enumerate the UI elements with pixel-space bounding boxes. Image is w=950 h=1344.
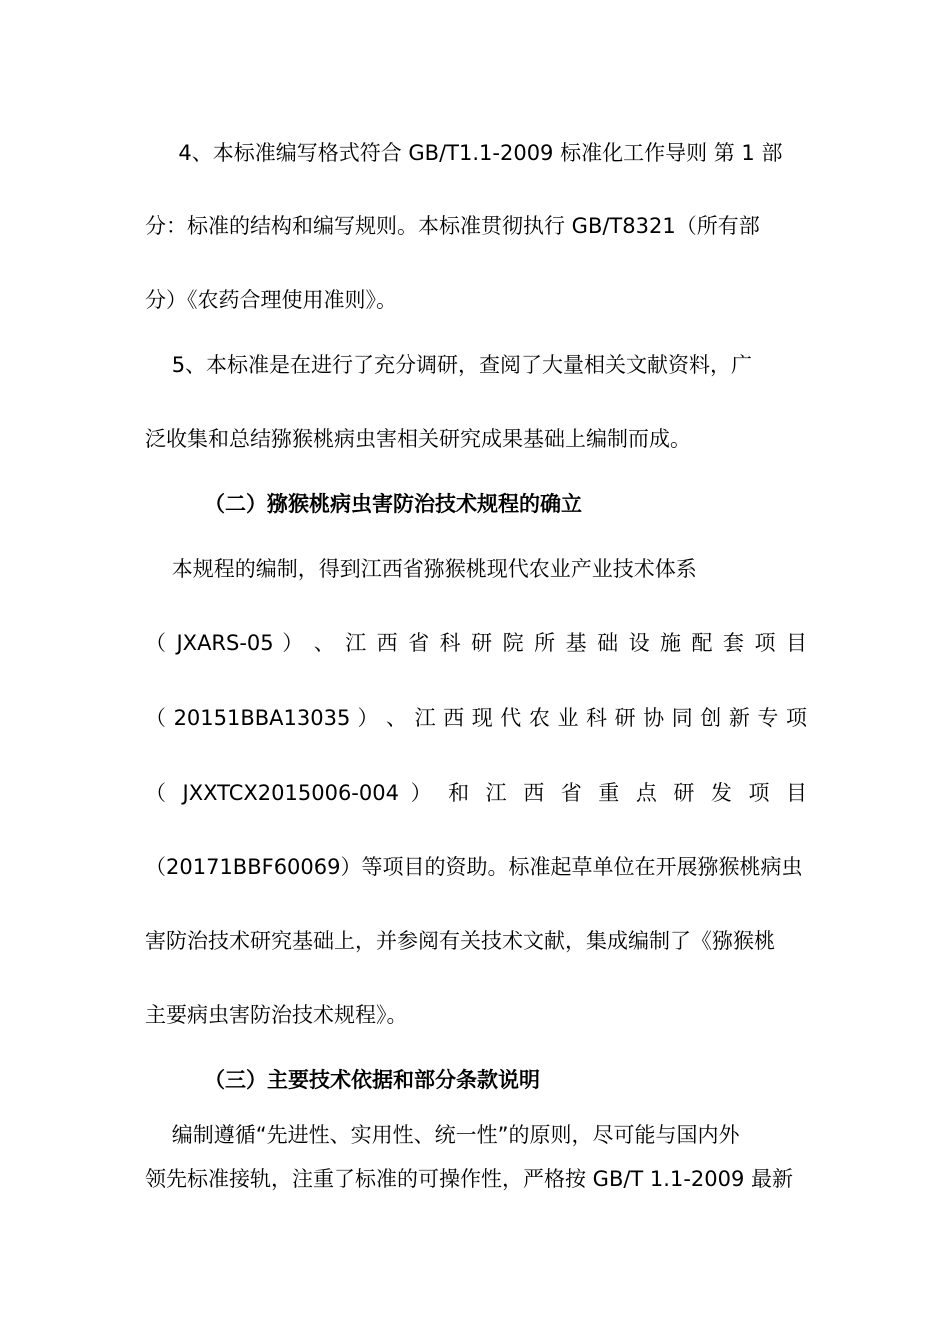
paragraph-6-line-6: 害防治技术研究基础上，并参阅有关技术文献，集成编制了《猕猴桃 <box>145 929 775 953</box>
paragraph-6-line-1: 本规程的编制，得到江西省猕猴桃现代农业产业技术体系 <box>145 557 697 581</box>
paragraph-4-line-1: 4、本标准编写格式符合 GB/T1.1-2009 标准化工作导则 第 1 部 <box>145 141 783 165</box>
paragraph-6-line-7: 主要病虫害防治技术规程》。 <box>145 1003 408 1027</box>
paragraph-6-line-3: （ 20151BBA13035 ） 、 江 西 现 代 农 业 科 研 协 同 创 新 专 项 <box>145 706 807 730</box>
paragraph-5-line-2: 泛收集和总结猕猴桃病虫害相关研究成果基础上编制而成。 <box>145 427 691 451</box>
paragraph-5-line-1: 5、本标准是在进行了充分调研，查阅了大量相关文献资料，广 <box>145 353 753 377</box>
paragraph-7-line-1: 编制遵循“先进性、实用性、统一性”的原则，尽可能与国内外 <box>145 1123 740 1147</box>
paragraph-6-line-5: （20171BBF60069）等项目的资助。标准起草单位在开展猕猴桃病虫 <box>145 855 803 879</box>
paragraph-6-line-2: （ JXARS-05 ） 、 江 西 省 科 研 院 所 基 础 设 施 配 套 项 目 <box>145 631 807 655</box>
section-heading-2: （二）猕猴桃病虫害防治技术规程的确立 <box>204 492 582 516</box>
paragraph-7-line-2: 领先标准接轨，注重了标准的可操作性，严格按 GB/T 1.1-2009 最新 <box>145 1167 794 1191</box>
section-heading-3: （三）主要技术依据和部分条款说明 <box>204 1068 540 1092</box>
paragraph-4-line-3: 分）《农药合理使用准则》。 <box>145 288 397 312</box>
paragraph-6-line-4: （ JXXTCX2015006-004 ） 和 江 西 省 重 点 研 发 项 目 <box>145 781 807 805</box>
paragraph-4-line-2: 分：标准的结构和编写规则。本标准贯彻执行 GB/T8321（所有部 <box>145 214 760 238</box>
